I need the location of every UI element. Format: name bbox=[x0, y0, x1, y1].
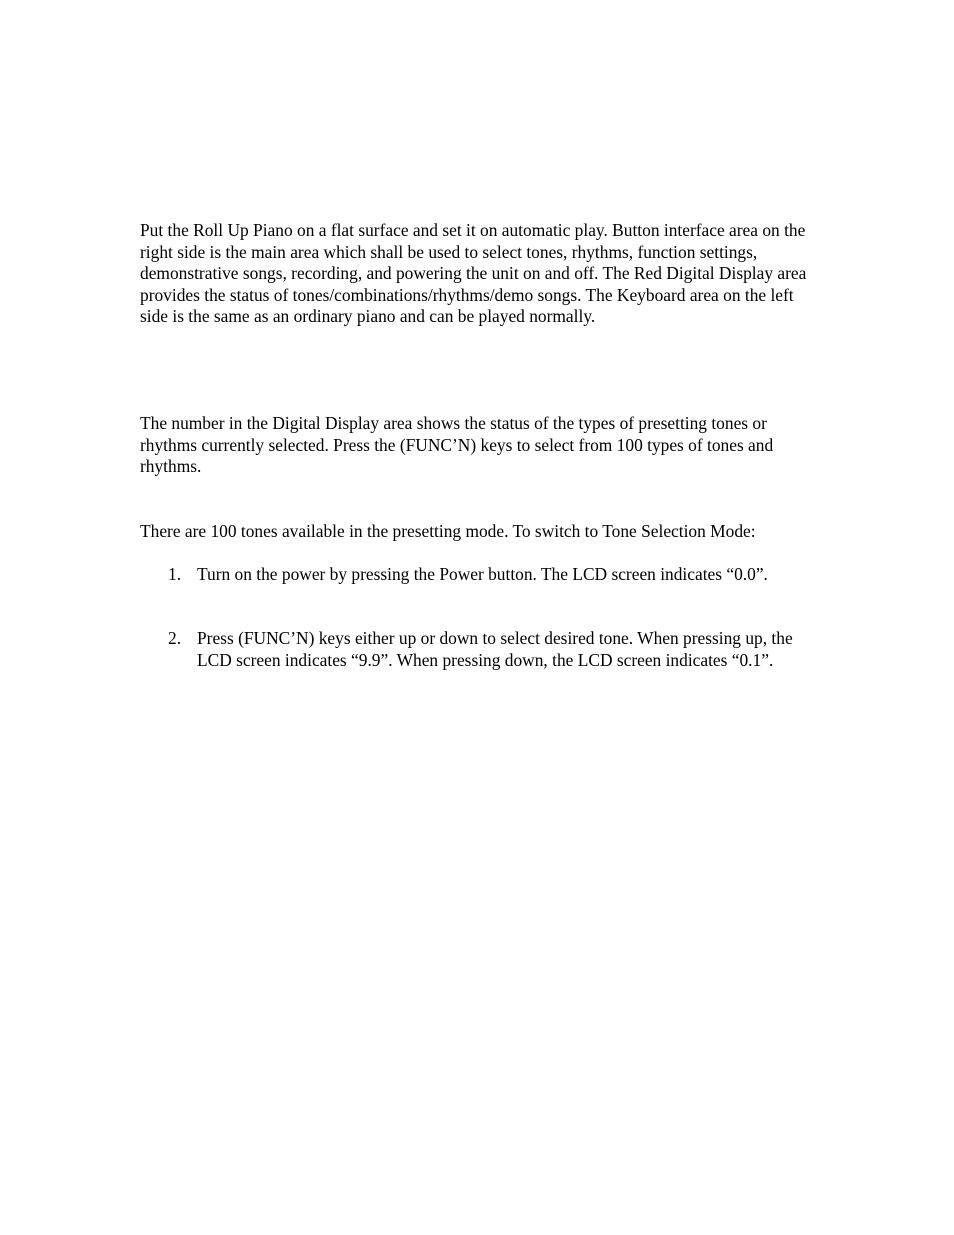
paragraph-overview: Put the Roll Up Piano on a flat surface and set it on automatic play. Button interface area on the right side is the main area which shall be used to select tones, rhythms, function settings, demonstrative songs, recording, and powering the unit on and off. The Red Digital Display area provides the status of tones/combinations/rhythms/demo songs. The Keyboard area on the left side is the same as an ordinary piano and can be played normally. bbox=[140, 220, 807, 327]
list-item-text: Press (FUNC’N) keys either up or down to select desired tone. When pressing up, the LCD screen indicates “9.9”. When pressing down, the LCD screen indicates “0.1”. bbox=[197, 628, 793, 670]
list-item-text: Turn on the power by pressing the Power button. The LCD screen indicates “0.0”. bbox=[197, 564, 768, 584]
list-item-number: 2. bbox=[168, 628, 182, 648]
paragraph-tone-selection-intro: There are 100 tones available in the presetting mode. To switch to Tone Selection Mode: bbox=[140, 521, 756, 541]
paragraph-digital-display: The number in the Digital Display area shows the status of the types of presetting tones or rhythms currently selected. Press the (FUNC’N) keys to select from 100 types of tones and rhythms. bbox=[140, 413, 774, 477]
list-item-number: 1. bbox=[168, 564, 182, 584]
